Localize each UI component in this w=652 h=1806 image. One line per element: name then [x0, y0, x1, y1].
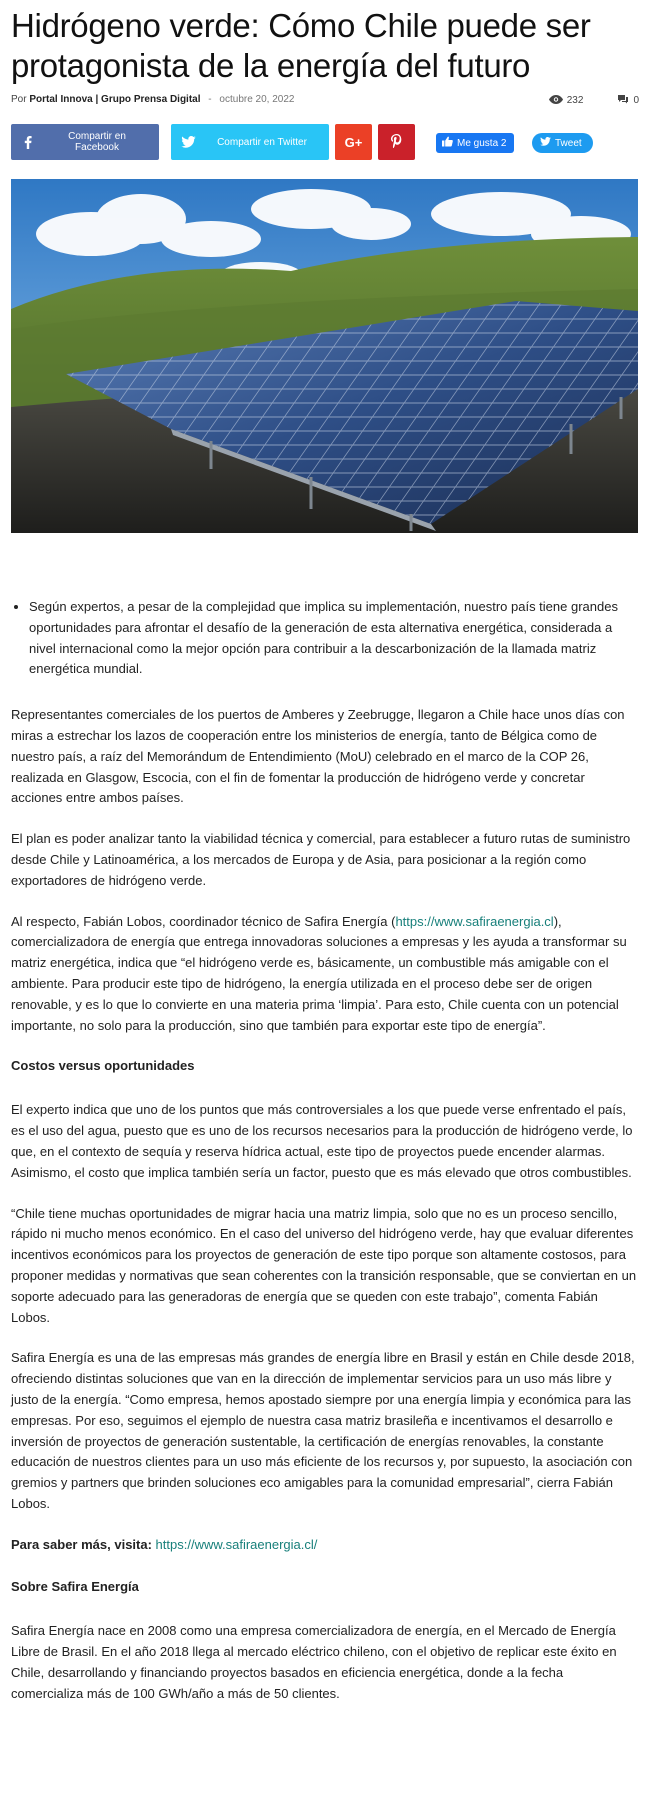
facebook-like-button[interactable] — [436, 133, 514, 153]
by-label: Por — [11, 94, 27, 105]
paragraph-3-start: Al respecto, Fabián Lobos, coordinador técnico de Safira Energía ( — [11, 913, 396, 929]
meta-separator: - — [208, 94, 212, 105]
heading-costos: Costos versus oportunidades — [11, 1058, 195, 1074]
summary-bullet: • Según expertos, a pesar de la complejidad que implica su implementación, nuestro país tiene grandes oportunidades para afrontar el desafío de la generación de esta alternativa energética, considerada a nivel internacional como la mejor opción para contribuir a la descarbonización de la llamada matriz energética mundial. — [29, 597, 638, 680]
thumbs-up-icon — [442, 136, 453, 150]
facebook-icon — [11, 136, 45, 149]
share-twitter-label: Compartir en Twitter — [217, 136, 307, 148]
twitter-icon — [171, 136, 205, 148]
share-facebook-button[interactable] — [11, 124, 159, 160]
article-meta — [11, 94, 294, 105]
hero-image — [11, 179, 638, 533]
heading-sobre: Sobre Safira Energía — [11, 1579, 139, 1595]
comments-count[interactable]: 0 — [633, 95, 639, 106]
article-stats — [549, 94, 639, 107]
paragraph-5: “Chile tiene muchas oportunidades de migrar hacia una matriz limpia, solo que no es un proceso sencillo, rápido ni mucho menos económico. En el caso del universo del hidrógeno verde, hay que evaluar diferentes incentivos económicos para los proyectos de generación de este tipo porque son altamente costosos, para proponer medidas y normativas que sean coherentes con la transición responsable, que se conviertan en un soporte adecuado para las generadoras de energía que se queden con este trabajo”, comenta Fabián Lobos. — [11, 1205, 637, 1325]
article-body — [11, 597, 638, 1725]
share-pinterest-button[interactable] — [378, 124, 415, 160]
facebook-like-label: Me gusta 2 — [457, 137, 507, 149]
share-twitter-button[interactable] — [171, 124, 329, 160]
safira-link[interactable]: https://www.safiraenergia.cl — [395, 913, 554, 929]
summary-list — [11, 597, 638, 680]
share-googleplus-button[interactable] — [335, 124, 372, 160]
views-count: 232 — [566, 95, 584, 106]
share-facebook-label: Compartir en Facebook — [68, 131, 126, 153]
author-link[interactable]: Portal Innova | Grupo Prensa Digital — [29, 94, 201, 105]
paragraph-2: El plan es poder analizar tanto la viabilidad técnica y comercial, para establecer a futuro rutas de suministro desde Chile y Latinoamérica, a los mercados de Europa y de Asia, para posicionar a la región como exportadores de hidrógeno verde. — [11, 831, 631, 888]
more-info-link[interactable]: https://www.safiraenergia.cl/ — [155, 1536, 318, 1552]
paragraph-7: Safira Energía nace en 2008 como una empresa comercializadora de energía, en el Mercado de Energía Libre de Brasil. En el año 2018 llega al mercado eléctrico chileno, con el objetivo de replicar este éxito en Chile, desarrollando y financiando proyectos basados en eficiencia energética, donde a la fecha comercializa más de 100 GWh/año a más de 50 clientes. — [11, 1623, 617, 1701]
paragraph-6: Safira Energía es una de las empresas más grandes de energía libre en Brasil y están en Chile desde 2018, ofreciendo distintas soluciones que van en la dirección de implementar servicios para un uso más libre y justo de la energía. “Como empresa, hemos apostado siempre por una energía limpia y económica para las empresas. Por eso, seguimos el ejemplo de nuestra casa matriz brasileña e incentivamos el desarrollo e inversión de proyectos de generación sustentable, la certificación de energías renovables, la constante educación de nuestros clientes para un uso más eficiente de los recursos y, por supuesto, la asociación con gremios y partners que brinden soluciones eco amigables para la comunidad empresarial”, cierra Fabián Lobos. — [11, 1350, 635, 1511]
paragraph-4: El experto indica que uno de los puntos que más controversiales a los que puede verse enfrentado el país, es el uso del agua, puesto que es uno de los recursos necesarios para la producción de hidrógeno verde, lo que, en el contexto de sequía y reserva hídrica actual, este tipo de proyectos puede encender alarmas. Asimismo, el costo que implica también sería un factor, puesto que es más elevado que otros combustibles. — [11, 1102, 633, 1180]
tweet-label: Tweet — [555, 137, 582, 149]
article-title: Hidrógeno verde: Cómo Chile puede ser protagonista de la energía del futuro — [11, 7, 591, 84]
more-info-label: Para saber más, visita: — [11, 1536, 152, 1552]
paragraph-1: Representantes comerciales de los puertos de Amberes y Zeebrugge, llegaron a Chile hace unos días con miras a estrechar los lazos de cooperación entre los ministerios de energía, tanto de Bélgica como de nuestro país, a raíz del Memorándum de Entendimiento (MoU) celebrado en el marco de la COP 26, realizada en Glasgow, Escocia, con el fin de fomentar la producción de hidrógeno verde y concretar acciones entre ambos países. — [11, 707, 625, 806]
solar-panels-photo — [11, 179, 638, 533]
share-bar — [11, 124, 415, 160]
tweet-button[interactable] — [532, 133, 593, 153]
paragraph-3-end: ), comercializadora de energía que entrega innovadoras soluciones a empresas y les ayuda a transformar su matriz energética, indica que “el hidrógeno verde es, básicamente, un combustible más amigable con el ambiente. Para producir este tipo de hidrógeno, la energía utilizada en el proceso debe ser de origen renovable, y es lo que lo convierte en una materia prima ‘limpia’. Para esto, Chile cuenta con un potencial importante, no solo para la producción, sino que también para exportar este tipo de energía”. — [11, 913, 627, 1033]
pinterest-icon — [391, 134, 402, 151]
comment-icon[interactable] — [617, 94, 629, 107]
publish-date: octubre 20, 2022 — [219, 94, 295, 105]
paragraph-3 — [11, 912, 638, 1037]
more-info — [11, 1535, 638, 1556]
twitter-bird-icon — [540, 137, 551, 149]
eye-icon — [549, 95, 563, 107]
google-plus-icon: G+ — [344, 134, 363, 150]
